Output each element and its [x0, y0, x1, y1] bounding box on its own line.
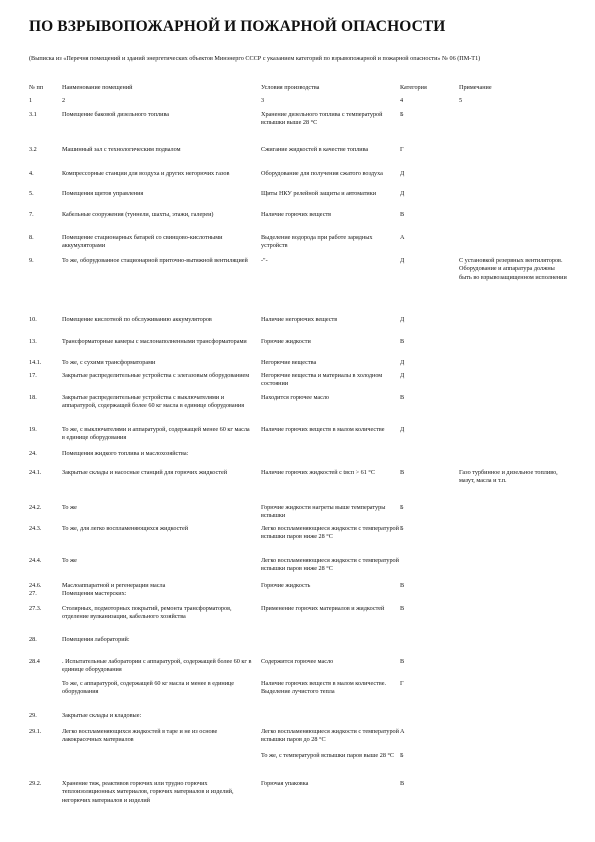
cell-room-name: Компрессорные станции для воздуха и других негорючих газов	[62, 170, 230, 177]
cell-category: 4	[400, 97, 404, 104]
cell-production-conditions: Хранение дизельного топлива с температурой вспышки выше 28 °С	[261, 111, 383, 127]
cell-category: В	[400, 582, 405, 589]
cell-room-name: Машинный зал с технологическим подвалом	[62, 146, 181, 153]
cell-category: Д	[400, 316, 405, 323]
cell-row-number: 24.2.	[29, 504, 42, 511]
cell-production-conditions: То же, с температурой вспышки паров выше 28 °С	[261, 752, 395, 759]
cell-category: Д	[400, 170, 405, 177]
cell-room-name: Кабельные сооружения (туннели, шахты, этажи, галереи)	[62, 211, 214, 218]
cell-row-number: 24.3.	[29, 525, 42, 532]
cell-production-conditions: Горючие жидкость	[261, 582, 311, 589]
cell-note: С установкой резервных вентиляторов. Оборудование и аппаратура должны быть во взрывозащищенном исполнении	[459, 257, 567, 281]
cell-room-name: Хранение тяж, реактивов горючих или трудно горючих теплоизоляционных материалов, горючих материалов и изделий, негорючих материалов и изделий	[62, 780, 234, 804]
cell-row-number: 28.	[29, 636, 37, 643]
cell-room-name: То же	[62, 557, 77, 564]
cell-row-number: 18.	[29, 394, 37, 401]
cell-production-conditions: Горючие жидкости	[261, 338, 311, 345]
cell-row-number: 28.4	[29, 658, 40, 665]
cell-room-name: Помещения жидкого топлива и маслохозяйства:	[62, 450, 189, 457]
cell-note: Газо турбинное и дизельное топливо, мазут, масла и т.п.	[459, 469, 558, 485]
cell-room-name: Закрытые склады и насосные станций для горючих жидкостей	[62, 469, 228, 476]
cell-row-number: № пп	[29, 84, 44, 91]
cell-production-conditions: Содержится горючее масло	[261, 658, 334, 665]
cell-room-name: . Испытательные лаборатории с аппаратурой, содержащей более 60 кг в единице оборудования	[62, 658, 252, 674]
cell-room-name: То же, для легко воспламеняющихся жидкостей	[62, 525, 189, 532]
cell-row-number: 3.2	[29, 146, 37, 153]
cell-room-name: Столярных, подмоторных покрытий, ремонта трансформаторов, отделение вулканизации, кабельного хозяйства	[62, 605, 232, 621]
cell-production-conditions: Наличие горючих жидкостей с tвсп > 61 °С	[261, 469, 376, 476]
cell-room-name: То же, с выключателями и аппаратурой, содержащей менее 60 кг масла в единице оборудования	[62, 426, 250, 442]
cell-production-conditions: Наличие негорючих веществ	[261, 316, 338, 323]
cell-production-conditions: 3	[261, 97, 265, 104]
cell-category: А	[400, 728, 405, 735]
cell-room-name: Помещения лабораторий:	[62, 636, 130, 643]
cell-room-name: Трансформаторные камеры с маслонаполненными трансформаторами	[62, 338, 247, 345]
cell-room-name: 2	[62, 97, 66, 104]
cell-production-conditions: -"-	[261, 257, 268, 264]
cell-production-conditions: Горючая упаковка	[261, 780, 309, 787]
cell-row-number: 9.	[29, 257, 34, 264]
cell-category: Б	[400, 525, 404, 532]
cell-row-number: 3.1	[29, 111, 37, 118]
cell-row-number: 27.	[29, 590, 37, 597]
cell-row-number: 14.1.	[29, 359, 42, 366]
cell-production-conditions: Оборудование для получения сжатого воздуха	[261, 170, 383, 177]
cell-category: В	[400, 338, 405, 345]
cell-room-name: То же	[62, 504, 77, 511]
cell-category: В	[400, 658, 405, 665]
cell-category: Д	[400, 426, 405, 433]
cell-row-number: 29.2.	[29, 780, 42, 787]
cell-room-name: Маслоаппаратной и регенерации масла	[62, 582, 166, 589]
cell-note: Примечание	[459, 84, 492, 91]
cell-category: В	[400, 211, 405, 218]
cell-production-conditions: Легко воспламеняющиеся жидкости с температурой вспышки паров до 28 °С	[261, 728, 399, 744]
cell-production-conditions: Щиты НКУ релейной защиты и автоматики	[261, 190, 377, 197]
cell-room-name: То же, оборудованное стационарной приточно-вытяжной вентиляцией	[62, 257, 248, 264]
cell-row-number: 13.	[29, 338, 37, 345]
cell-category: А	[400, 234, 405, 241]
cell-room-name: Помещение кислотной по обслуживанию аккумуляторов	[62, 316, 212, 323]
cell-category: Б	[400, 111, 404, 118]
cell-production-conditions: Применение горючих материалов и жидкостей	[261, 605, 385, 612]
cell-room-name: Помещения щитов управления	[62, 190, 144, 197]
cell-category: Д	[400, 372, 405, 379]
cell-row-number: 24.4.	[29, 557, 42, 564]
cell-production-conditions: Легко воспламеняющиеся жидкости с температурой вспышки паров ниже 28 °С	[261, 525, 399, 541]
cell-row-number: 29.1.	[29, 728, 42, 735]
cell-category: В	[400, 605, 405, 612]
cell-room-name: Закрытые распределительные устройства с выключателями и аппаратурой, содержащей более 60 кг масла в единице оборудования	[62, 394, 245, 410]
cell-category: Г	[400, 146, 404, 153]
cell-category: Д	[400, 257, 405, 264]
cell-production-conditions: Горючие жидкости нагреты выше температуры вспышки	[261, 504, 386, 520]
cell-production-conditions: Выделение водорода при работе зарядных устройств	[261, 234, 373, 250]
cell-row-number: 1	[29, 97, 33, 104]
cell-row-number: 17.	[29, 372, 37, 379]
cell-room-name: Легко воспламеняющихся жидкостей в таре и не из основе лакокрасочных материалов	[62, 728, 218, 744]
cell-production-conditions: Находится горючее масло	[261, 394, 330, 401]
cell-production-conditions: Наличие горючих веществ	[261, 211, 332, 218]
cell-production-conditions: Наличие горючих веществ в малом количестве	[261, 426, 385, 433]
cell-category: В	[400, 394, 405, 401]
document-subtitle: (Выписка из «Перечня помещений и зданий энергетических объектов Минэнерго СССР с указанием категорий по взрывопожарной и пожарной опасности» № 06 (ПМ-Т1)	[29, 55, 481, 62]
cell-row-number: 24.	[29, 450, 37, 457]
cell-room-name: Помещение стационарных батарей со свинцово-кислотными аккумуляторами	[62, 234, 223, 250]
cell-room-name: Наименование помещений	[62, 84, 133, 91]
cell-row-number: 24.1.	[29, 469, 42, 476]
cell-production-conditions: Негорючие вещества и материалы в холодном состоянии	[261, 372, 383, 388]
cell-row-number: 8.	[29, 234, 34, 241]
cell-note: 5	[459, 97, 463, 104]
cell-category: Д	[400, 359, 405, 366]
cell-room-name: Помещения мастерских:	[62, 590, 127, 597]
cell-production-conditions: Условия производства	[261, 84, 320, 91]
cell-row-number: 29.	[29, 712, 37, 719]
cell-category: Б	[400, 752, 404, 759]
cell-room-name: Закрытые распределительные устройства с элегазовым оборудованием	[62, 372, 250, 379]
cell-room-name: То же, с аппаратурой, содержащей 60 кг масла и менее в единице оборудования	[62, 680, 235, 696]
cell-production-conditions: Легко воспламеняющиеся жидкости с температурой вспышки паров ниже 28 °С	[261, 557, 399, 573]
cell-row-number: 7.	[29, 211, 34, 218]
cell-category: В	[400, 469, 405, 476]
cell-room-name: Помещение баковой дизельного топлива	[62, 111, 170, 118]
cell-production-conditions: Сжигание жидкостей в качестве топлива	[261, 146, 369, 153]
cell-row-number: 5.	[29, 190, 34, 197]
cell-row-number: 10.	[29, 316, 37, 323]
cell-room-name: То же, с сухими трансформаторами	[62, 359, 156, 366]
cell-row-number: 27.3.	[29, 605, 42, 612]
cell-category: Г	[400, 680, 404, 687]
cell-category: Категория	[400, 84, 427, 91]
cell-category: Д	[400, 190, 405, 197]
page-title: ПО ВЗРЫВОПОЖАРНОЙ И ПОЖАРНОЙ ОПАСНОСТИ	[29, 18, 446, 35]
cell-row-number: 4.	[29, 170, 34, 177]
cell-row-number: 19.	[29, 426, 37, 433]
cell-category: Б	[400, 504, 404, 511]
cell-production-conditions: Негорючие вещества	[261, 359, 317, 366]
cell-category: В	[400, 780, 405, 787]
cell-production-conditions: Наличие горючих веществ в малом количестве. Выделение лучистого тепла	[261, 680, 387, 696]
cell-row-number: 24.6.	[29, 582, 42, 589]
cell-room-name: Закрытые склады и кладовые:	[62, 712, 142, 719]
